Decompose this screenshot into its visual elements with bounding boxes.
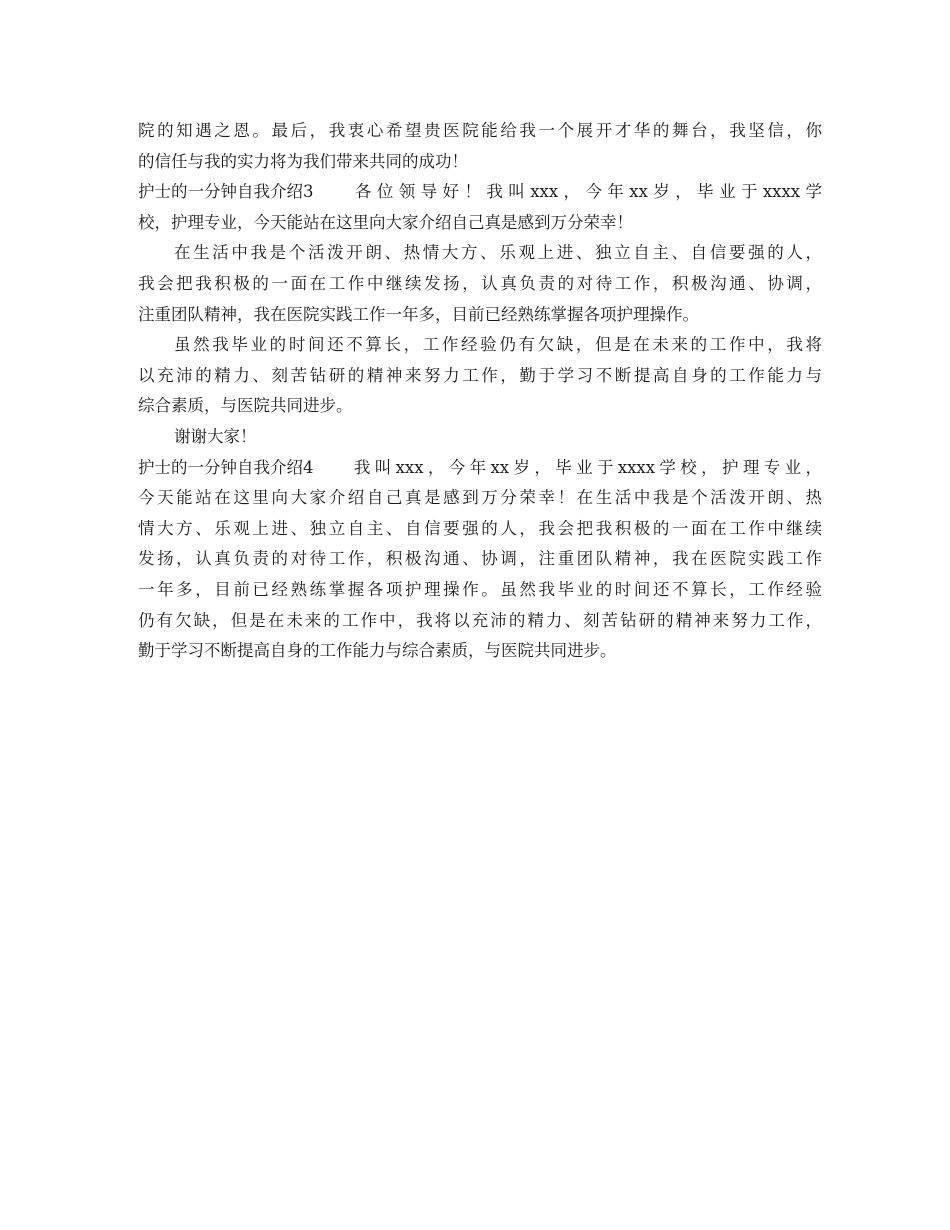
- text-line: 院的知遇之恩。最后，我衷心希望贵医院能给我一个展开才华的舞台，我坚信，你: [138, 121, 822, 140]
- section4-line: 情大方、乐观上进、独立自主、自信要强的人，我会把我积极的一面在工作中继续: [138, 518, 822, 538]
- section3-heading: 护士的一分钟自我介绍3: [138, 182, 314, 202]
- section4-line: 发扬，认真负责的对待工作，积极沟通、协调，注重团队精神，我在医院实践工作: [138, 549, 822, 569]
- section3-paragraph1-line: 我会把我积极的一面在工作中继续发扬，认真负责的对待工作，积极沟通、协调，: [138, 273, 822, 293]
- section3-paragraph2-line: 以充沛的精力、刻苦钻研的精神来努力工作，勤于学习不断提高自身的工作能力与: [138, 365, 822, 385]
- section4-heading-line: [138, 453, 822, 484]
- section4-line: 仍有欠缺，但是在未来的工作中，我将以充沛的精力、刻苦钻研的精神来努力工作，: [138, 610, 822, 630]
- section4-heading: 护士的一分钟自我介绍4: [138, 457, 314, 477]
- section3-paragraph1-line: 在生活中我是个活泼开朗、热情大方、乐观上进、独立自主、自信要强的人，: [174, 243, 822, 263]
- section4-first-line: 我叫xxx，今年xx岁，毕业于xxxx学校，护理专业，: [349, 457, 822, 477]
- section4-line: 今天能站在这里向大家介绍自己真是感到万分荣幸！在生活中我是个活泼开朗、热: [138, 488, 822, 508]
- text-line: 的信任与我的实力将为我们带来共同的成功！: [138, 151, 468, 171]
- section3-intro-line: 校，护理专业，今天能站在这里向大家介绍自己真是感到万分荣幸！: [138, 212, 633, 232]
- section3-paragraph2-line: 虽然我毕业的时间还不算长，工作经验仍有欠缺，但是在未来的工作中，我将: [174, 335, 822, 355]
- section4-line: 一年多，目前已经熟练掌握各项护理操作。虽然我毕业的时间还不算长，工作经验: [138, 579, 822, 599]
- section3-intro-first-line: 各位领导好！我叫xxx，今年xx岁，毕业于xxxx学: [349, 182, 822, 202]
- section3-paragraph1-line: 注重团队精神，我在医院实践工作一年多，目前已经熟练掌握各项护理操作。: [138, 304, 699, 324]
- section3-paragraph2-line: 综合素质，与医院共同进步。: [138, 396, 353, 416]
- section3-thanks: 谢谢大家！: [174, 426, 257, 446]
- document-body: [138, 116, 822, 667]
- section3-heading-line: [138, 177, 822, 208]
- section4-line: 勤于学习不断提高自身的工作能力与综合素质，与医院共同进步。: [138, 641, 617, 661]
